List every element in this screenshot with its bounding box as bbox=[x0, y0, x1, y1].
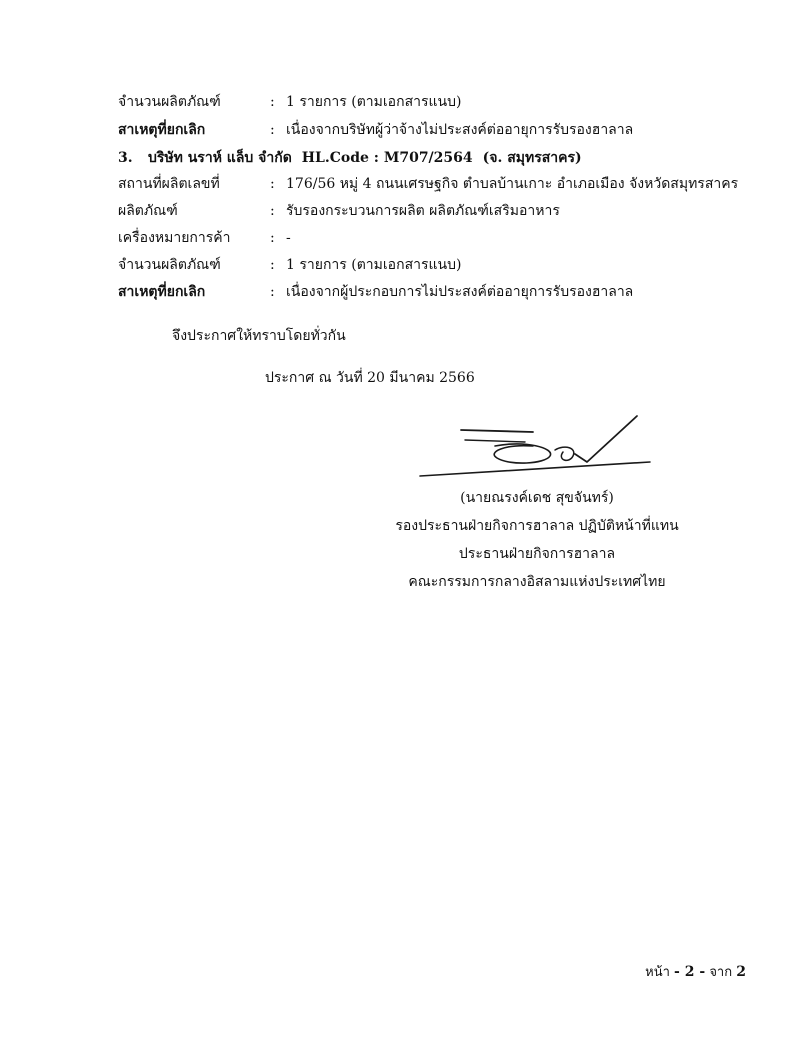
handwritten-signature bbox=[415, 410, 655, 482]
prev-products-count-colon: : bbox=[270, 94, 275, 110]
announcement-date: ประกาศ ณ วันที่ 20 มีนาคม 2566 bbox=[265, 370, 475, 386]
footer-page-total: 2 bbox=[736, 964, 746, 980]
section-3-trademark-colon: : bbox=[270, 230, 275, 246]
section-3-product-value: รับรองกระบวนการผลิต ผลิตภัณฑ์เสริมอาหาร bbox=[286, 203, 560, 219]
section-3-trademark-value: - bbox=[286, 230, 291, 246]
section-3-product-colon: : bbox=[270, 203, 275, 219]
signatory-name: (นายณรงค์เดช สุขจันทร์) bbox=[460, 490, 614, 506]
section-3-address-value: 176/56 หมู่ 4 ถนนเศรษฐกิจ ตำบลบ้านเกาะ อำเภอเมือง จังหวัดสมุทรสาคร bbox=[286, 176, 739, 192]
closing-statement: จึงประกาศให้ทราบโดยทั่วกัน bbox=[172, 328, 346, 344]
section-3-number: 3. bbox=[118, 150, 133, 166]
footer-page-current: - 2 - bbox=[674, 964, 706, 980]
prev-cancel-reason-colon: : bbox=[270, 122, 275, 138]
section-3-hl-code: HL.Code : M707/2564 bbox=[301, 150, 473, 166]
section-3-company: บริษัท นราห์ แล็บ จำกัด bbox=[148, 150, 292, 166]
section-3-province: (จ. สมุทรสาคร) bbox=[482, 150, 582, 166]
section-3-products-count-value: 1 รายการ (ตามเอกสารแนบ) bbox=[286, 257, 462, 273]
footer-of-word: จาก bbox=[709, 965, 733, 980]
section-3-address-label: สถานที่ผลิตเลขที่ bbox=[118, 176, 220, 192]
prev-cancel-reason-value: เนื่องจากบริษัทผู้ว่าจ้างไม่ประสงค์ต่ออายุการรับรองฮาลาล bbox=[286, 122, 634, 138]
section-3-products-count-label: จำนวนผลิตภัณฑ์ bbox=[118, 257, 221, 273]
section-3-heading bbox=[118, 146, 582, 170]
footer-page-word: หน้า bbox=[645, 965, 670, 980]
section-3-products-count-colon: : bbox=[270, 257, 275, 273]
signatory-position-2: ประธานฝ่ายกิจการฮาลาล bbox=[458, 546, 616, 562]
signatory-position-3: คณะกรรมการกลางอิสลามแห่งประเทศไทย bbox=[408, 574, 666, 590]
prev-cancel-reason-label: สาเหตุที่ยกเลิก bbox=[118, 122, 206, 138]
signatory-position-1: รองประธานฝ่ายกิจการฮาลาล ปฏิบัติหน้าที่แทน bbox=[395, 518, 679, 534]
section-3-cancel-reason-label: สาเหตุที่ยกเลิก bbox=[118, 284, 206, 300]
section-3-address-colon: : bbox=[270, 176, 275, 192]
prev-products-count-value: 1 รายการ (ตามเอกสารแนบ) bbox=[286, 94, 462, 110]
section-3-cancel-reason-colon: : bbox=[270, 284, 275, 300]
section-3-cancel-reason-value: เนื่องจากผู้ประกอบการไม่ประสงค์ต่ออายุการรับรองฮาลาล bbox=[286, 284, 634, 300]
prev-products-count-label: จำนวนผลิตภัณฑ์ bbox=[118, 94, 221, 110]
section-3-product-label: ผลิตภัณฑ์ bbox=[118, 203, 178, 219]
page-number-footer bbox=[645, 962, 746, 983]
section-3-trademark-label: เครื่องหมายการค้า bbox=[118, 230, 231, 246]
